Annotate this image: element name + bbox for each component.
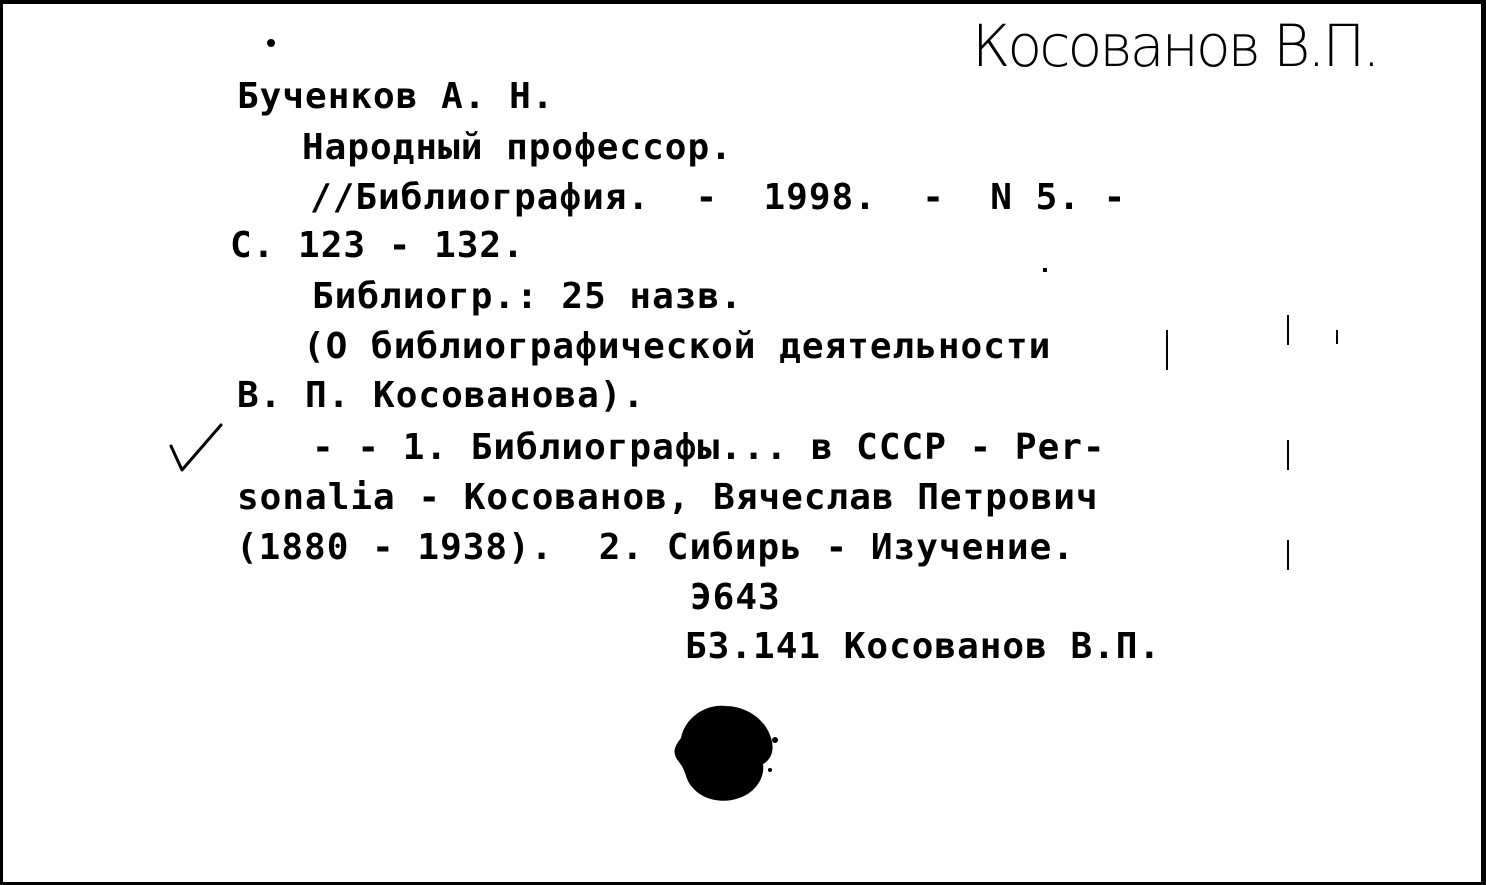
speck <box>1336 330 1338 344</box>
speck <box>1287 440 1289 470</box>
card-annotation-line-2: В. П. Косованова). <box>237 375 646 416</box>
card-bibliography-note: Библиогр.: 25 назв. <box>312 276 743 317</box>
card-index-code: Э643 <box>690 577 781 618</box>
card-pages: С. 123 - 132. <box>230 225 525 266</box>
checkmark-icon <box>168 422 224 474</box>
speck <box>1287 540 1289 570</box>
card-subjects-line-2: sonalia - Косованов, Вячеслав Петрович <box>237 477 1099 518</box>
card-classification: Б3.141 Косованов В.П. <box>685 626 1162 667</box>
card-source: //Библиография. - 1998. - N 5. - <box>310 177 1127 218</box>
card-author: Бученков А. Н. <box>237 76 555 117</box>
punch-hole-icon <box>667 700 782 805</box>
card-title: Народный профессор. <box>302 127 733 168</box>
card-annotation-line-1: (О библиографической деятельности <box>303 326 1052 367</box>
card-subjects-line-1: - - 1. Библиографы... в СССР - Per- <box>312 427 1106 468</box>
card-subjects-line-3: (1880 - 1938). 2. Сибирь - Изучение. <box>236 527 1075 568</box>
speck <box>1043 268 1047 272</box>
speck <box>1287 315 1289 345</box>
speck <box>1166 330 1168 370</box>
card-border-top <box>0 0 1486 4</box>
ink-dot-icon <box>266 38 276 48</box>
card-border-right <box>1481 0 1486 885</box>
handwritten-heading: Косованов В.П. <box>972 12 1378 80</box>
card-border-left <box>0 0 3 885</box>
